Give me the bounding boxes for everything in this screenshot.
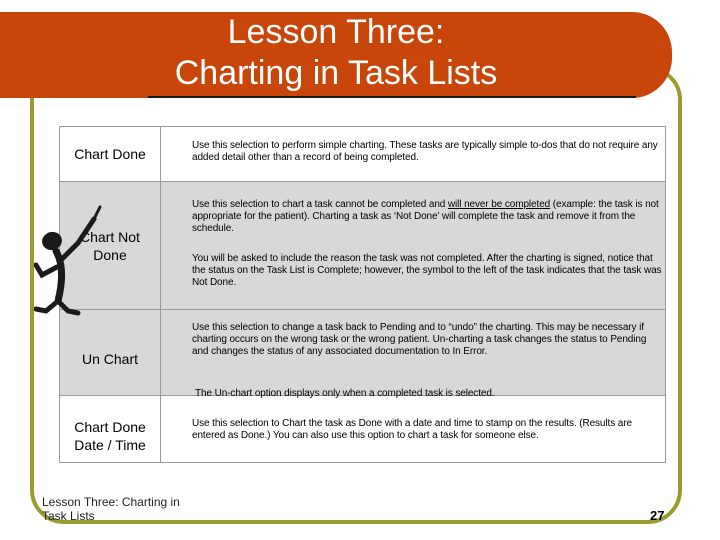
desc-chart-done-date-time: Use this selection to Chart the task as Done with a date and time to stamp on the results. (Results are entered as Done.) You can also use this option to chart a task for someone else. bbox=[192, 418, 632, 441]
label-un-chart: Un Chart bbox=[81, 351, 139, 367]
charting-options-table bbox=[59, 126, 666, 463]
label-chart-not-done: Chart Not Done bbox=[80, 229, 140, 263]
row-divider bbox=[60, 309, 665, 310]
slide-title-line-1: Lesson Three: bbox=[227, 13, 445, 51]
slide-title-line-2: Charting in Task Lists bbox=[174, 54, 498, 92]
label-chart-done-date-time: Chart Done Date / Time bbox=[74, 419, 146, 453]
desc-chart-done: Use this selection to perform simple charting. These tasks are typically simple to-dos that do not require any added detail other than a record of being completed. bbox=[192, 140, 658, 163]
desc-un-chart-p1: Use this selection to change a task back to Pending and to “undo” the charting. This may be necessary if charting occurs on the wrong task or the wrong patient. Un-charting a task changes the status to Pending and changes the status of any associated documentation to In Error. bbox=[192, 322, 647, 357]
desc-not-done-p1-before: Use this selection to chart a task cannot be completed and bbox=[192, 199, 448, 210]
title-underline bbox=[148, 96, 636, 98]
pointing-stick-figure-icon bbox=[34, 205, 106, 317]
slide-title bbox=[0, 12, 672, 98]
page-number: 27 bbox=[650, 508, 665, 523]
desc-not-done-p1 bbox=[192, 199, 660, 235]
row-divider bbox=[60, 181, 665, 182]
column-divider bbox=[160, 127, 161, 462]
footer-text: Lesson Three: Charting in Task Lists bbox=[42, 495, 180, 523]
desc-not-done-p1-after: (example: the task is not appropriate for the patient). Charting a task as ‘Not Done’ will complete the task and remove it from the schedule. bbox=[192, 199, 659, 234]
desc-not-done-p2: You will be asked to include the reason the task was not completed. After the charting is signed, notice that the status on the Task List is Complete; however, the symbol to the left of the task indicates that the task was Not Done. bbox=[192, 253, 662, 288]
desc-not-done-p1-underlined: will never be completed bbox=[447, 199, 551, 210]
desc-un-chart-p2: The Un-chart option displays only when a completed task is selected. bbox=[195, 388, 495, 399]
label-chart-done: Chart Done bbox=[74, 146, 146, 162]
